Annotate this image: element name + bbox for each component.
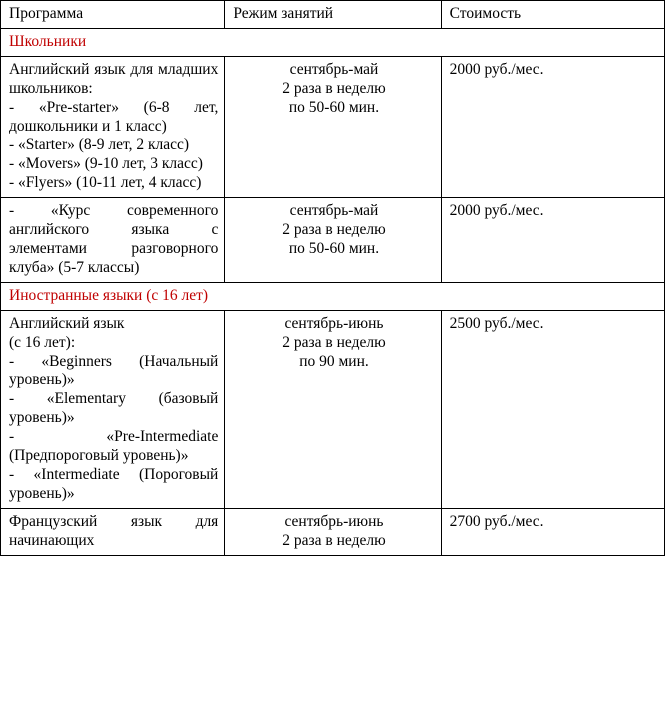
table-row	[1, 310, 665, 508]
schedule-line: 2 раза в неделю	[282, 221, 386, 239]
schedule-cell	[225, 56, 441, 197]
program-line: - «Movers» (9-10 лет, 3 класс)	[9, 155, 203, 173]
program-line: - «Курс современного английского языка с элементами разговорного клуба» (5-7 классы)	[9, 202, 219, 276]
schedule-cell	[225, 310, 441, 508]
column-header-program: Программа	[1, 1, 225, 29]
program-cell	[1, 508, 225, 555]
schedule-line: по 50-60 мин.	[288, 239, 380, 257]
schedule-line: 2 раза в неделю	[282, 531, 386, 549]
schedule-line: сентябрь-июнь	[284, 314, 384, 332]
schedule-line: сентябрь-май	[289, 202, 379, 220]
price-cell: 2500 руб./мес.	[441, 310, 664, 508]
program-line: - «Beginners (Начальный уровень)»	[9, 352, 219, 389]
schedule-cell	[225, 508, 441, 555]
schedule-cell	[225, 198, 441, 283]
column-header-schedule: Режим занятий	[225, 1, 441, 29]
schedule-line: сентябрь-июнь	[284, 512, 384, 530]
table-row	[1, 56, 665, 197]
program-line: - «Intermediate (Пороговый уровень)»	[9, 465, 219, 502]
table-row	[1, 508, 665, 555]
column-header-price: Стоимость	[441, 1, 664, 29]
program-line: - «Elementary (базовый уровень)»	[9, 390, 219, 427]
schedule-line: 2 раза в неделю	[282, 333, 386, 351]
price-cell: 2000 руб./мес.	[441, 198, 664, 283]
program-line: - «Starter» (8-9 лет, 2 класс)	[9, 136, 190, 154]
program-line: Английский язык для младших школьников:	[9, 60, 219, 97]
schedule-line: по 90 мин.	[299, 352, 369, 370]
section-header-row	[1, 282, 665, 310]
program-cell	[1, 56, 225, 197]
program-line: - «Pre-Intermediate (Предпороговый уровень)»	[9, 428, 219, 465]
schedule-line: сентябрь-май	[289, 60, 379, 78]
price-cell: 2700 руб./мес.	[441, 508, 664, 555]
table-header-row	[1, 1, 665, 29]
schedule-line: 2 раза в неделю	[282, 79, 386, 97]
section-title-foreign-languages: Иностранные языки (с 16 лет)	[1, 282, 665, 310]
section-header-row	[1, 28, 665, 56]
program-line: - «Flyers» (10-11 лет, 4 класс)	[9, 174, 202, 192]
program-line: Французский язык для начинающих	[9, 512, 219, 549]
schedule-line: по 50-60 мин.	[288, 98, 380, 116]
price-cell: 2000 руб./мес.	[441, 56, 664, 197]
program-line: Английский язык	[9, 314, 125, 332]
section-title-schoolchildren: Школьники	[1, 28, 665, 56]
table-row	[1, 198, 665, 283]
program-cell	[1, 198, 225, 283]
program-cell	[1, 310, 225, 508]
program-line: (с 16 лет):	[9, 333, 76, 351]
program-line: - «Pre-starter» (6-8 лет, дошкольники и 1 класс)	[9, 98, 219, 135]
